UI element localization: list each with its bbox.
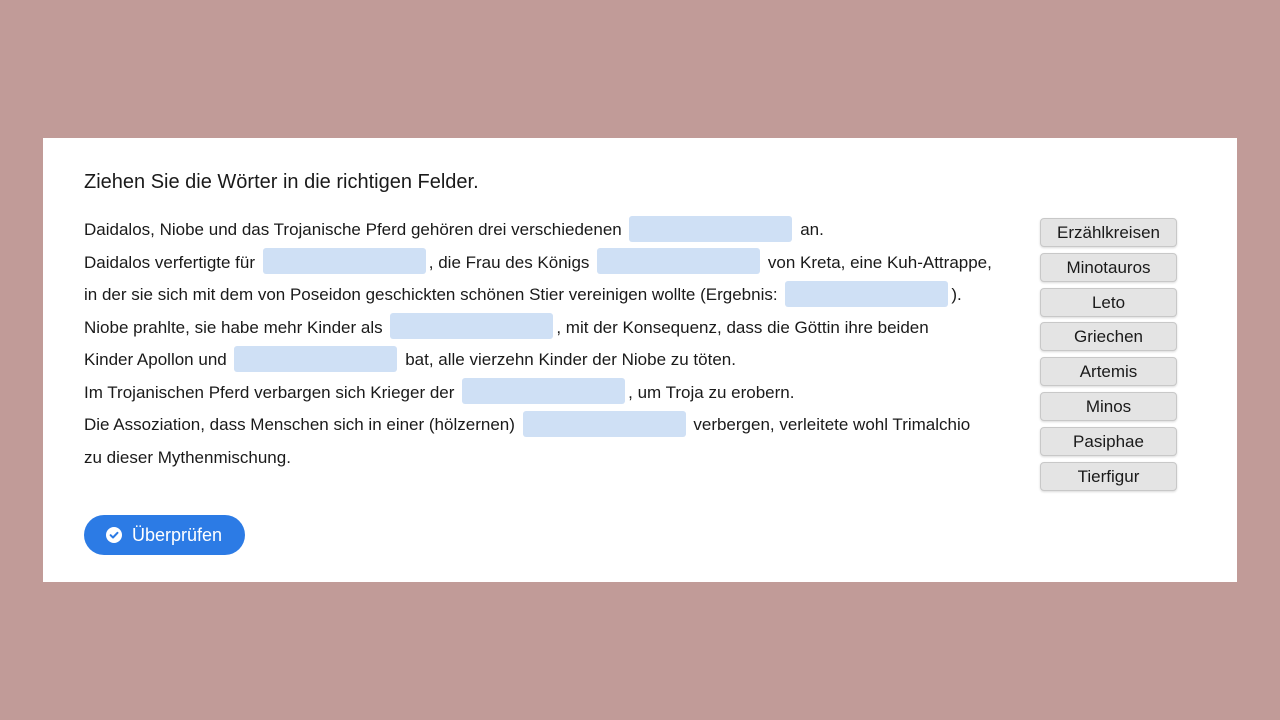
text-segment: Daidalos, Niobe und das Trojanische Pferd gehören drei verschiedenen [84,220,622,239]
word-tile[interactable]: Griechen [1040,322,1177,351]
drop-gap-6[interactable] [234,346,397,372]
text-segment: Niobe prahlte, sie habe mehr Kinder als [84,317,383,337]
word-tile[interactable]: Pasiphae [1040,427,1177,456]
text-line [84,247,1036,280]
text-line [84,214,1036,247]
cloze-text [84,214,1036,474]
text-segment: Kinder Apollon und [84,350,227,369]
word-bank [1040,218,1177,496]
drop-gap-1[interactable] [629,216,792,242]
drop-gap-3[interactable] [597,248,760,274]
word-tile[interactable]: Minos [1040,392,1177,421]
drop-gap-7[interactable] [462,378,625,404]
drop-gap-2[interactable] [263,248,426,274]
text-line [84,409,1036,442]
word-tile[interactable]: Minotauros [1040,253,1177,282]
text-segment: , mit der Konsequenz, dass die Göttin ihre beiden [556,317,929,337]
text-segment: ). [951,285,962,304]
text-segment: zu dieser Mythenmischung. [84,447,291,467]
drop-gap-8[interactable] [523,411,686,437]
check-circle-icon [106,527,122,543]
word-tile[interactable]: Erzählkreisen [1040,218,1177,247]
text-line [84,279,1036,312]
text-segment: verbergen, verleitete wohl Trimalchio [693,415,971,434]
text-segment: Die Assoziation, dass Menschen sich in einer (hölzernen) [84,415,515,434]
instruction-title: Ziehen Sie die Wörter in die richtigen Felder. [84,171,479,193]
text-segment: in der sie sich mit dem von Poseidon geschickten schönen Stier vereinigen wollte (Ergebnis: [84,285,778,304]
text-line [84,344,1036,377]
text-segment: von Kreta, eine Kuh-Attrappe, [767,252,992,272]
drop-gap-4[interactable] [785,281,948,307]
text-segment: Im Trojanischen Pferd verbargen sich Krieger der [84,382,455,402]
text-line [84,377,1036,410]
check-button-label: Überprüfen [132,525,223,545]
text-segment: an. [800,220,824,239]
word-tile[interactable]: Artemis [1040,357,1177,386]
text-segment: bat, alle vierzehn Kinder der Niobe zu töten. [405,350,736,369]
text-segment: , um Troja zu erobern. [628,382,795,402]
word-tile[interactable]: Tierfigur [1040,462,1177,491]
text-line [84,442,1036,475]
text-line [84,312,1036,345]
check-button[interactable] [84,515,245,555]
text-segment: Daidalos verfertigte für [84,252,256,272]
word-tile[interactable]: Leto [1040,288,1177,317]
exercise-panel [43,138,1237,582]
drop-gap-5[interactable] [390,313,553,339]
text-segment: , die Frau des Königs [428,252,590,272]
